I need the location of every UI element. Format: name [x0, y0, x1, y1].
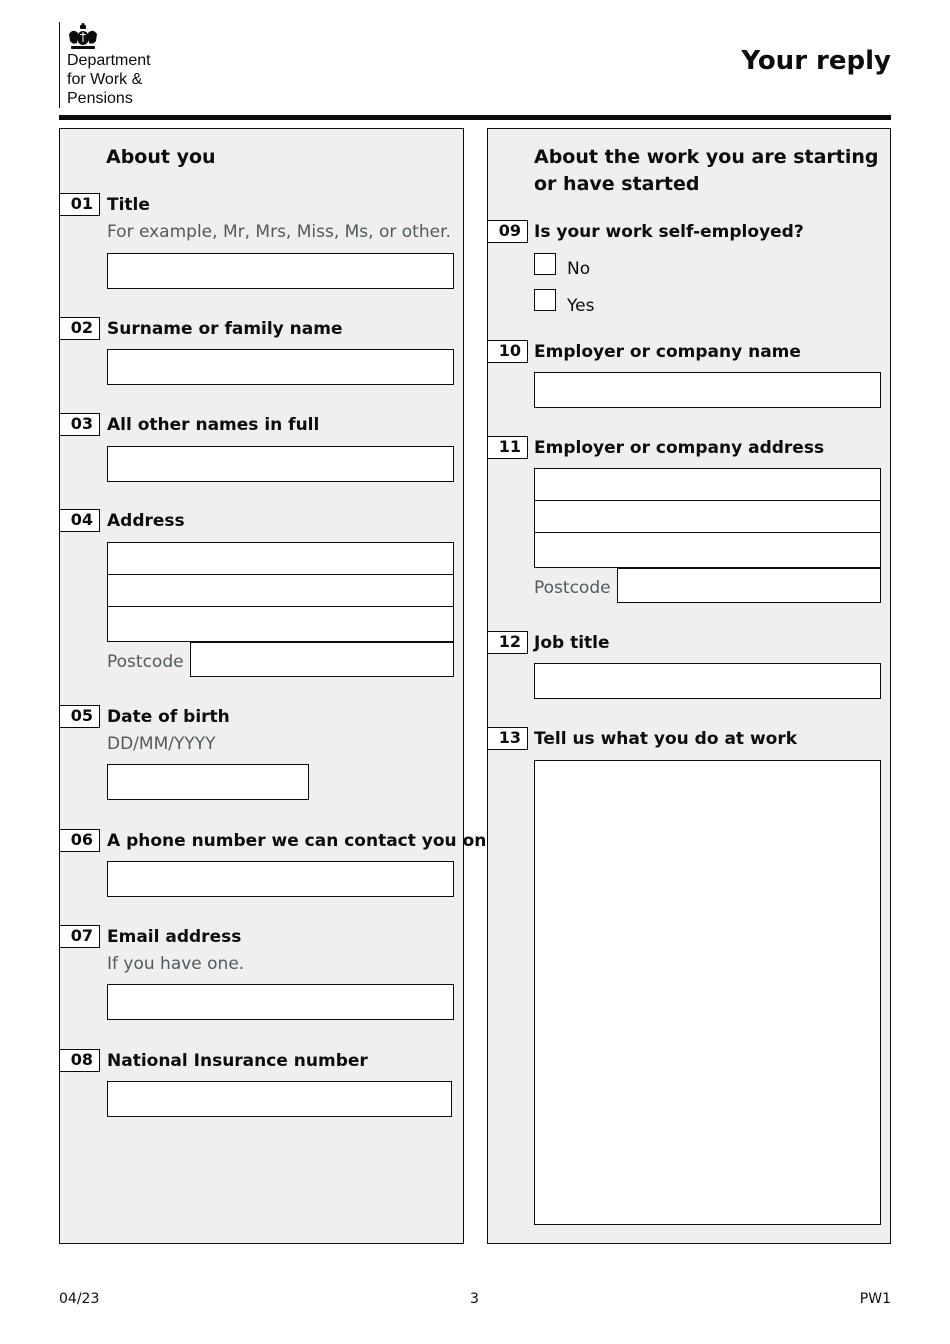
- footer-form-code: PW1: [859, 1291, 891, 1307]
- title-label: Title: [107, 195, 150, 215]
- question-number: 10: [488, 340, 528, 363]
- department-name: [67, 51, 151, 108]
- employer-address-line-1-field[interactable]: [534, 468, 881, 502]
- question-number: 08: [60, 1049, 100, 1072]
- job-title-label: Job title: [534, 633, 610, 653]
- self-employed-yes-label: Yes: [567, 296, 595, 316]
- dwp-logo: [59, 20, 219, 108]
- work-description-field[interactable]: [534, 760, 881, 1225]
- date-of-birth-field[interactable]: [107, 764, 309, 800]
- section-heading-about-you: About you: [106, 146, 216, 168]
- other-names-field[interactable]: [107, 446, 454, 482]
- date-of-birth-hint: DD/MM/YYYY: [107, 734, 216, 754]
- header-divider: [59, 115, 891, 120]
- date-of-birth-label: Date of birth: [107, 707, 230, 727]
- section-heading-line: or have started: [534, 173, 700, 195]
- address-line-2-field[interactable]: [107, 574, 454, 608]
- work-description-label: Tell us what you do at work: [534, 729, 798, 749]
- postcode-field[interactable]: [190, 642, 454, 677]
- question-number: 11: [488, 436, 528, 459]
- self-employed-label: Is your work self-employed?: [534, 222, 804, 242]
- about-work-panel: [487, 128, 891, 1244]
- title-field[interactable]: [107, 253, 454, 289]
- logo-rule: [59, 22, 60, 108]
- self-employed-yes-checkbox[interactable]: [534, 289, 556, 311]
- question-number: 04: [60, 509, 100, 532]
- email-hint: If you have one.: [107, 954, 245, 974]
- question-number: 03: [60, 413, 100, 436]
- footer-date: 04/23: [59, 1291, 100, 1307]
- employer-address-label: Employer or company address: [534, 438, 825, 458]
- surname-label: Surname or family name: [107, 319, 343, 339]
- section-heading-line: About the work you are starting: [534, 146, 879, 168]
- royal-crest-icon: [66, 22, 100, 50]
- employer-address-line-2-field[interactable]: [534, 500, 881, 534]
- email-field[interactable]: [107, 984, 454, 1020]
- title-hint: For example, Mr, Mrs, Miss, Ms, or other.: [107, 222, 451, 242]
- section-heading-about-work: [534, 144, 879, 198]
- about-you-panel: [59, 128, 487, 1244]
- ni-number-label: National Insurance number: [107, 1051, 368, 1071]
- page-title: Your reply: [741, 46, 891, 76]
- self-employed-no-label: No: [567, 259, 591, 279]
- phone-label: A phone number we can contact you on: [107, 831, 487, 851]
- employer-address-line-3-field[interactable]: [534, 532, 881, 568]
- self-employed-no-checkbox[interactable]: [534, 253, 556, 275]
- question-number: 07: [60, 925, 100, 948]
- phone-field[interactable]: [107, 861, 454, 897]
- address-line-1-field[interactable]: [107, 542, 454, 576]
- employer-postcode-field[interactable]: [617, 568, 881, 603]
- question-number: 09: [488, 220, 528, 243]
- question-number: 02: [60, 317, 100, 340]
- ni-number-field[interactable]: [107, 1081, 452, 1117]
- address-label: Address: [107, 511, 185, 531]
- job-title-field[interactable]: [534, 663, 881, 699]
- question-number: 01: [60, 193, 100, 216]
- other-names-label: All other names in full: [107, 415, 320, 435]
- email-label: Email address: [107, 927, 242, 947]
- question-number: 05: [60, 705, 100, 728]
- department-line: Department: [67, 52, 151, 69]
- footer-page-number: 3: [470, 1291, 479, 1307]
- surname-field[interactable]: [107, 349, 454, 385]
- question-number: 12: [488, 631, 528, 654]
- employer-name-label: Employer or company name: [534, 342, 801, 362]
- address-line-3-field[interactable]: [107, 606, 454, 642]
- department-line: Pensions: [67, 90, 133, 107]
- department-line: for Work &: [67, 71, 143, 88]
- question-number: 06: [60, 829, 100, 852]
- employer-postcode-label: Postcode: [534, 578, 611, 598]
- question-number: 13: [488, 727, 528, 750]
- postcode-label: Postcode: [107, 652, 184, 672]
- employer-name-field[interactable]: [534, 372, 881, 408]
